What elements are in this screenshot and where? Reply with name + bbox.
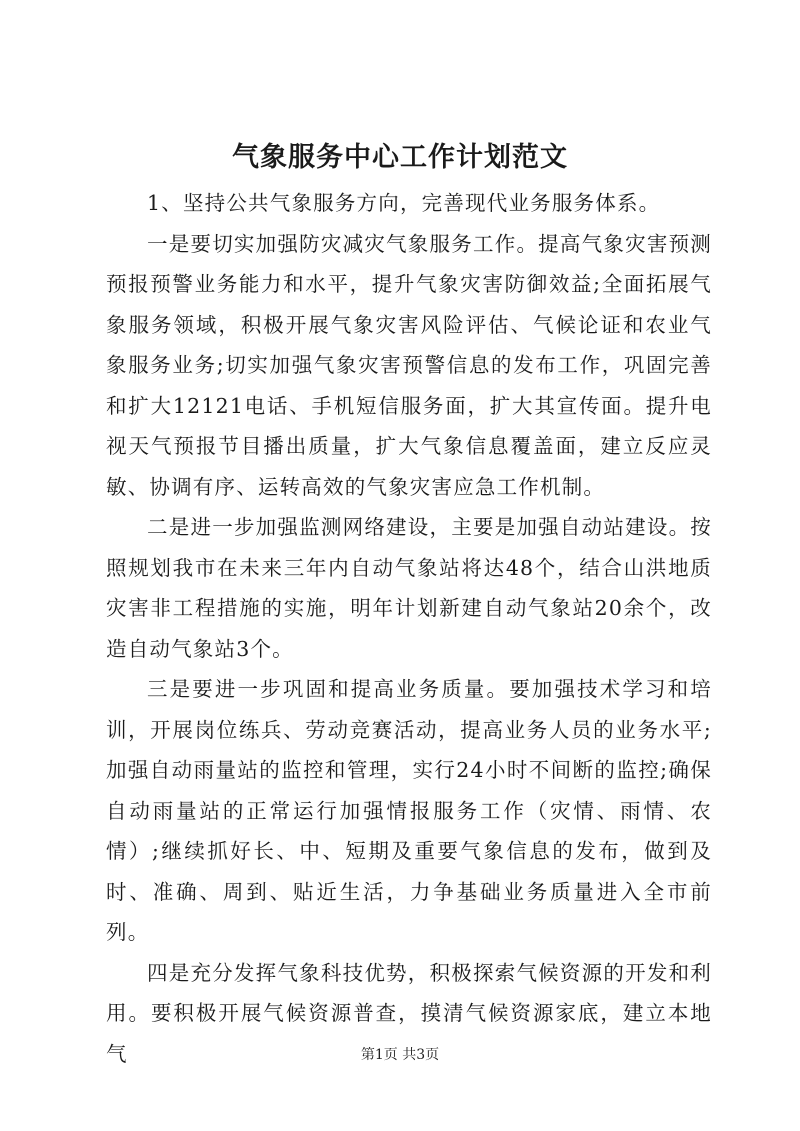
- document-body: [106, 183, 712, 1074]
- page-number-footer: 第1页 共3页: [360, 1047, 440, 1063]
- paragraph-business-quality: 三是要进一步巩固和提高业务质量。要加强技术学习和培训，开展岗位练兵、劳动竞赛活动，提高业务人员的业务水平;加强自动雨量站的监控和管理，实行24小时不间断的监控;确保自动雨量站的正常运行加强情报服务工作（灾情、雨情、农情）;继续抓好长、中、短期及重要气象信息的发布，做到及时、准确、周到、贴近生活，力争基础业务质量进入全市前列。: [106, 677, 712, 944]
- document-title: 气象服务中心工作计划范文: [232, 142, 568, 173]
- paragraph-disaster-service: 一是要切实加强防灾减灾气象服务工作。提高气象灾害预测预报预警业务能力和水平，提升气象灾害防御效益;全面拓展气象服务领域，积极开展气象灾害风险评估、气候论证和农业气象服务业务;切实加强气象灾害预警信息的发布工作，巩固完善和扩大12121电话、手机短信服务面，扩大其宣传面。提升电视天气预报节目播出质量，扩大气象信息覆盖面，建立反应灵敏、协调有序、运转高效的气象灾害应急工作机制。: [106, 231, 712, 499]
- paragraph-climate-resources: 四是充分发挥气象科技优势，积极探索气候资源的开发和利用。要积极开展气候资源普查，摸清气候资源家底，建立本地气: [106, 960, 712, 1066]
- paragraph-monitoring-network: 二是进一步加强监测网络建设，主要是加强自动站建设。按照规划我市在未来三年内自动气象站将达48个，结合山洪地质灾害非工程措施的实施，明年计划新建自动气象站20余个，改造自动气象站3个。: [106, 515, 712, 661]
- paragraph-section-1-heading: 1、坚持公共气象服务方向，完善现代业务服务体系。: [147, 191, 661, 215]
